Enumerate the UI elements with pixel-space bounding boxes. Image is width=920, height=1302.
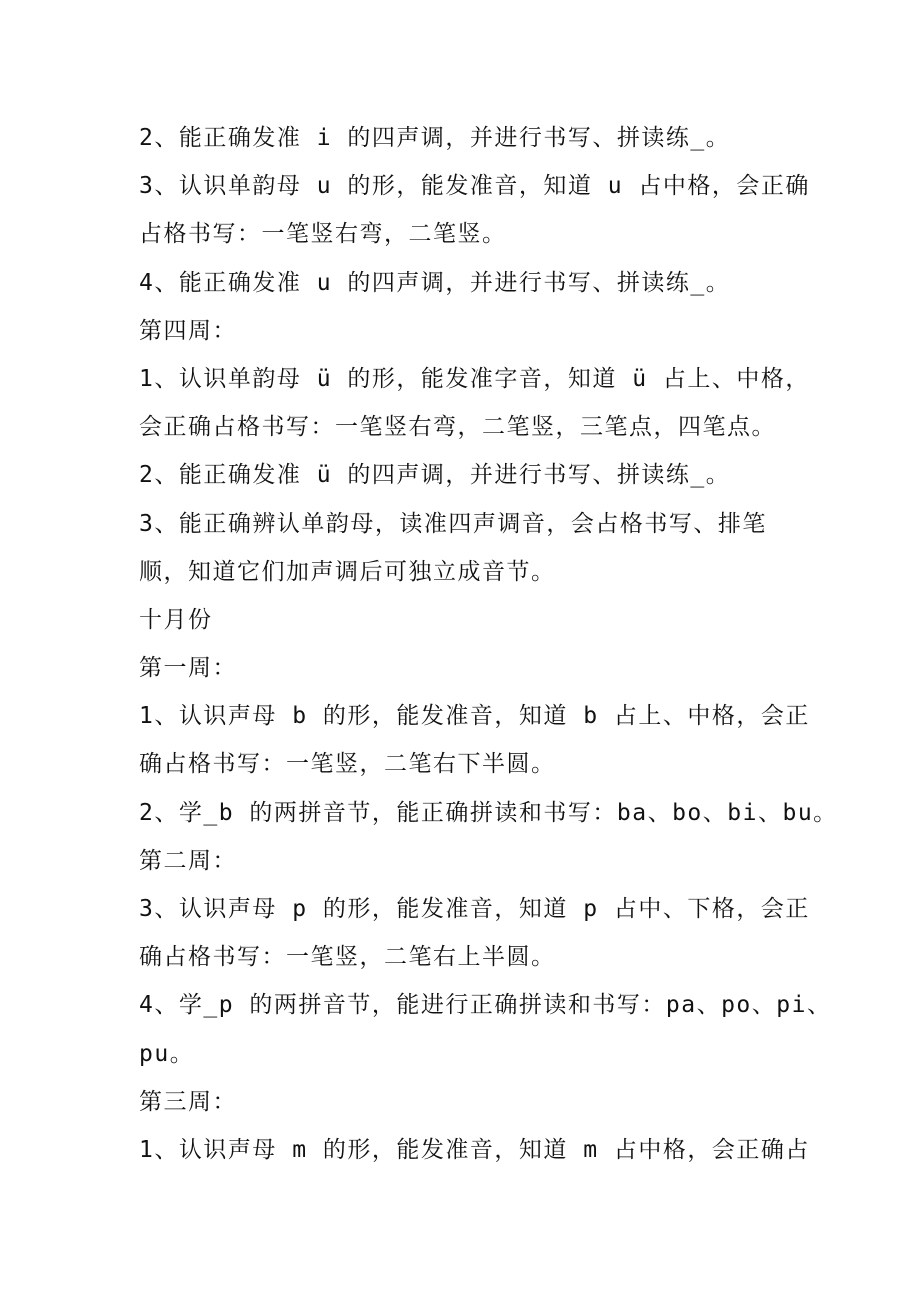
text-line: 2、学_b 的两拼音节，能正确拼读和书写：ba、bo、bi、bu。: [139, 799, 838, 826]
text-line: 确占格书写：一笔竖，二笔右下半圆。: [139, 751, 556, 778]
text-line: 2、能正确发准 ü 的四声调，并进行书写、拼读练_。: [139, 462, 731, 489]
section-heading: 第四周：: [139, 317, 237, 344]
month-heading: 十月份: [139, 606, 213, 633]
text-line: 3、认识声母 p 的形，能发准音，知道 p 占中、下格，会正: [139, 896, 810, 922]
text-line: 2、能正确发准 i 的四声调，并进行书写、拼读练_。: [139, 125, 731, 151]
text-line: 确占格书写：一笔竖，二笔右上半圆。: [139, 944, 556, 971]
text-line: 4、能正确发准 u 的四声调，并进行书写、拼读练_。: [139, 269, 731, 296]
text-line: 占格书写：一笔竖右弯，二笔竖。: [139, 221, 507, 248]
section-heading: 第三周：: [139, 1088, 237, 1115]
text-line: 1、认识声母 b 的形，能发准音，知道 b 占上、中格，会正: [139, 703, 810, 730]
text-line: 4、学_p 的两拼音节，能进行正确拼读和书写：pa、po、pi、: [139, 992, 832, 1019]
text-line: pu。: [139, 1040, 195, 1067]
section-heading: 第二周：: [139, 847, 237, 874]
text-line: 3、能正确辨认单韵母，读准四声调音，会占格书写、排笔: [139, 510, 767, 537]
document-body: [139, 114, 838, 1174]
text-line: 1、认识单韵母 ü 的形，能发准字音，知道 ü 占上、中格，: [139, 365, 810, 392]
text-line: 会正确占格书写：一笔竖右弯，二笔竖，三笔点，四笔点。: [139, 414, 776, 441]
section-heading: 第一周：: [139, 655, 237, 682]
text-line: 顺，知道它们加声调后可独立成音节。: [139, 558, 556, 585]
text-line: 1、认识声母 m 的形，能发准音，知道 m 占中格，会正确占: [139, 1136, 810, 1163]
text-line: 3、认识单韵母 u 的形，能发准音，知道 u 占中格，会正确: [139, 173, 810, 200]
